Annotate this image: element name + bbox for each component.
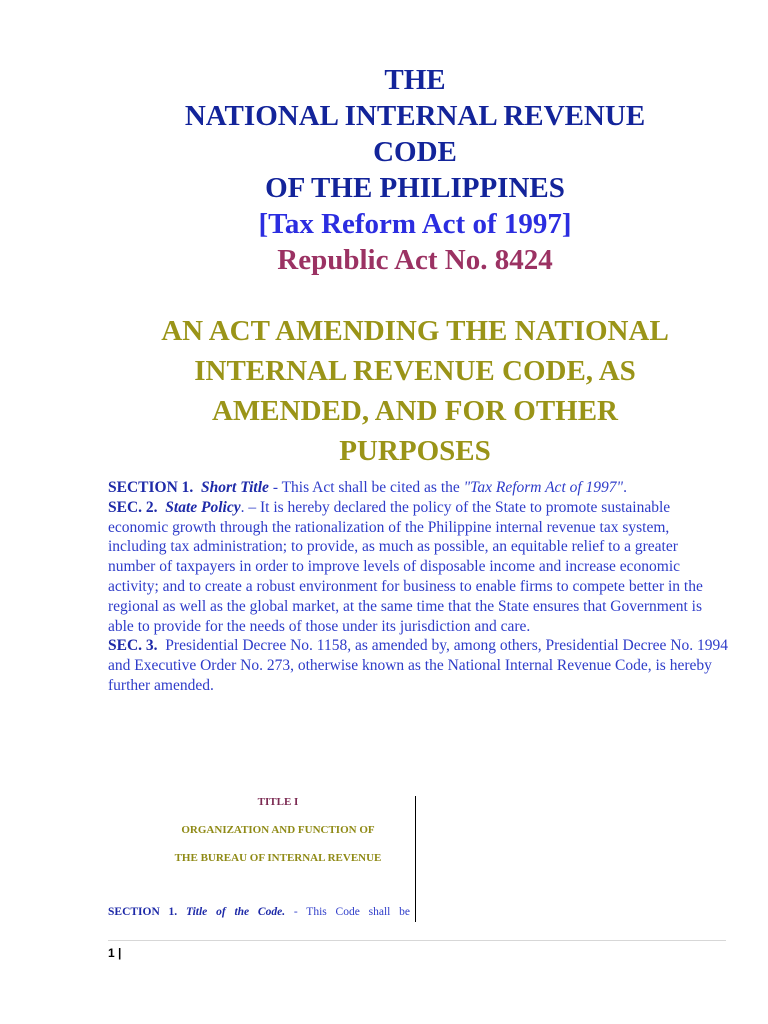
section-1-number: SECTION 1. [108, 479, 194, 496]
page-number: 1 | [108, 946, 122, 960]
section-2-title: State Policy [165, 498, 241, 516]
title-line-philippines: OF THE PHILIPPINES [265, 172, 565, 204]
act-title-line: AN ACT AMENDING THE NATIONAL [161, 315, 669, 347]
section-3-text: Presidential Decree No. 1158, as amended by, among others, Presidential Decree No. 1994 and Executive Order No. 273, otherwise known as the National Internal Revenue Code, is hereby further amended. [108, 637, 728, 694]
section-1-quote: "Tax Reform Act of 1997" [463, 479, 624, 496]
title-line-republic-act: Republic Act No. 8424 [277, 244, 553, 276]
act-title-line: PURPOSES [339, 435, 491, 467]
code-section-1-text: - This Code shall be [285, 906, 410, 918]
code-heading-bureau: THE BUREAU OF INTERNAL REVENUE [174, 852, 382, 864]
section-1 [108, 478, 728, 498]
section-1-end: . [623, 479, 627, 496]
act-title-line: INTERNAL REVENUE CODE, AS [194, 355, 636, 387]
title-line-nirc: NATIONAL INTERNAL REVENUE [184, 100, 646, 132]
code-section-1 [108, 906, 410, 918]
code-title-heading: TITLE I [257, 796, 299, 808]
section-2 [108, 498, 728, 637]
act-title-line: AMENDED, AND FOR OTHER [211, 395, 618, 427]
title-line-tax-reform-act: [Tax Reform Act of 1997] [258, 208, 572, 240]
code-heading-organization: ORGANIZATION AND FUNCTION OF [181, 824, 375, 836]
section-1-text: - This Act shall be cited as the [268, 479, 464, 496]
code-section-1-title: Title of the Code. [185, 906, 286, 918]
section-3-number: SEC. 3. [108, 637, 158, 655]
document-title [0, 62, 768, 278]
section-1-title: Short Title [201, 479, 269, 496]
title-line-the: THE [384, 64, 446, 96]
section-3 [108, 636, 728, 695]
column-divider [415, 796, 416, 922]
act-title [0, 311, 768, 471]
footer-rule [108, 940, 726, 941]
section-2-text: . – It is hereby declared the policy of the State to promote sustainable economic growth through the rationalization of the Philippine internal revenue tax system, including tax administration; to provide, as much as possible, an equitable relief to a greater number of taxpayers in order to improve levels of disposable income and increase economic activity; and to create a robust environment for business to enable firms to compete better in the regional as well as the global market, at the same time that the State ensures that Government is able to provide for the needs of those under its jurisdiction and care. [108, 498, 703, 635]
code-section-1-number: SECTION 1. [108, 906, 178, 918]
section-2-number: SEC. 2. [108, 498, 158, 516]
act-sections [108, 478, 728, 696]
title-line-code: CODE [373, 136, 457, 168]
